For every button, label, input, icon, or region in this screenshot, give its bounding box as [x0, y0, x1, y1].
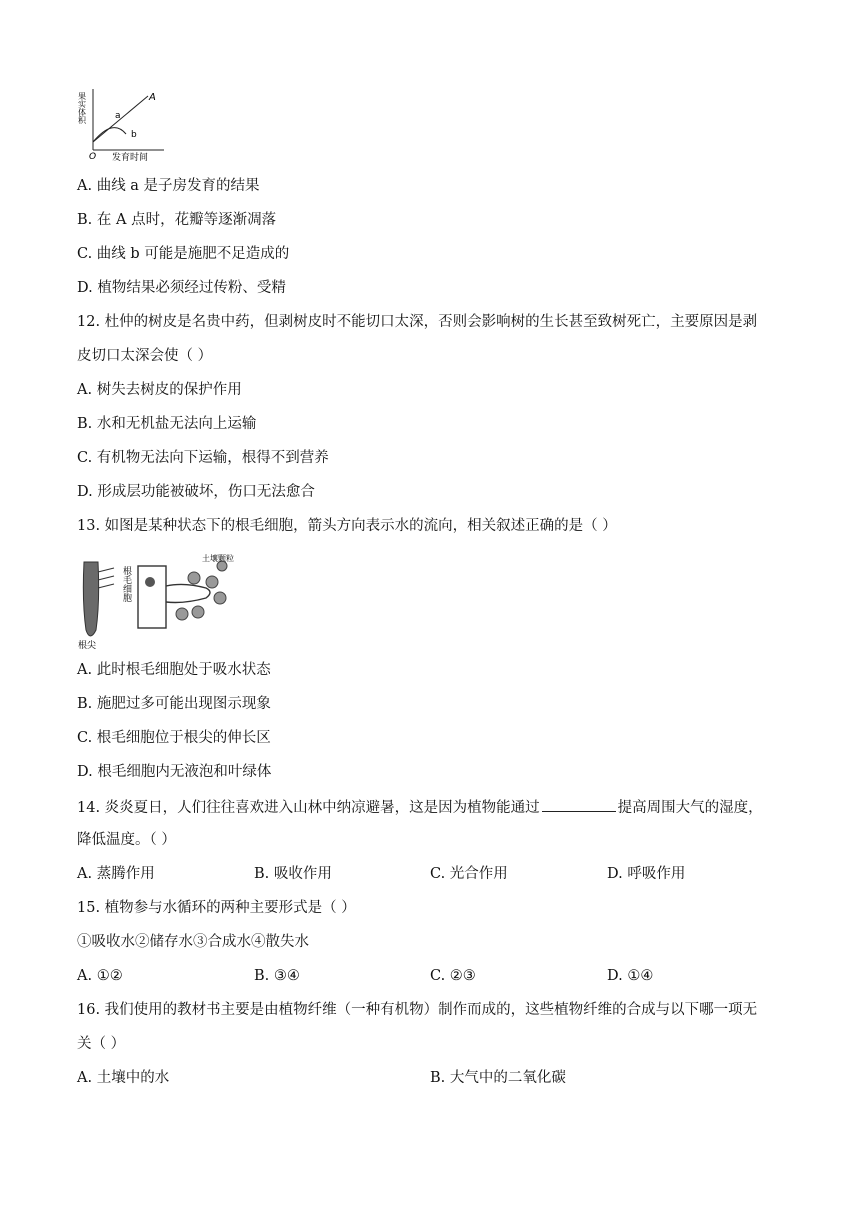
q12-stem-line2: 皮切口太深会使（ ） [77, 348, 213, 364]
soil-particle [176, 608, 188, 620]
q16-stem-line1: 16. 我们使用的教材书主要是由植物纤维（一种有机物）制作而成的，这些植物纤维的合成与以下哪一项无 [77, 1002, 758, 1018]
q16-stem-line2: 关（ ） [77, 1036, 126, 1052]
q14-option-d[interactable]: D. 呼吸作用 [607, 866, 686, 882]
nucleus [145, 577, 155, 587]
root-tip-shape [83, 562, 98, 636]
q12-stem-line1: 12. 杜仲的树皮是名贵中药，但剥树皮时不能切口太深，否则会影响树的生长甚至致树死亡，主要原因是剥 [77, 314, 758, 330]
root-hair-stroke [98, 568, 114, 572]
q14-stem-line2: 降低温度。（ ） [77, 832, 176, 848]
point-a-label: A [149, 92, 156, 103]
q11-option-b[interactable]: B. 在 A 点时，花瓣等逐渐凋落 [77, 212, 277, 228]
q12-option-d[interactable]: D. 形成层功能被破坏，伤口无法愈合 [77, 484, 315, 500]
q15-items: ①吸收水②储存水③合成水④散失水 [77, 934, 309, 950]
root-hair-cell-label: 根毛细胞 [121, 566, 131, 602]
q15-stem: 15. 植物参与水循环的两种主要形式是（ ） [77, 900, 356, 916]
root-hair-stroke [98, 576, 114, 580]
q13-stem: 13. 如图是某种状态下的根毛细胞，箭头方向表示水的流向，相关叙述正确的是（ ） [77, 518, 617, 534]
q12-option-a[interactable]: A. 树失去树皮的保护作用 [77, 382, 242, 398]
root-hair-stroke [98, 584, 114, 588]
q14-stem-part2: 提高周围大气的湿度， [617, 800, 763, 816]
q14-stem-part1: 14. 炎炎夏日，人们往往喜欢进入山林中纳凉避暑，这是因为植物能通过 [77, 800, 540, 816]
root-hair-extension [166, 584, 210, 602]
soil-particle [214, 592, 226, 604]
soil-particle-label: 土壤颗粒 [202, 554, 234, 563]
curve-b [93, 128, 126, 142]
q11-option-c[interactable]: C. 曲线 b 可能是施肥不足造成的 [77, 246, 290, 262]
q12-option-b[interactable]: B. 水和无机盐无法向上运输 [77, 416, 257, 432]
q15-option-a[interactable]: A. ①② [77, 968, 123, 984]
soil-particle [206, 576, 218, 588]
q15-option-c[interactable]: C. ②③ [430, 968, 476, 984]
curve-b-label: b [131, 130, 137, 140]
soil-particle [188, 572, 200, 584]
origin-label: O [89, 152, 97, 162]
q13-option-b[interactable]: B. 施肥过多可能出现图示现象 [77, 696, 271, 712]
q14-option-b[interactable]: B. 吸收作用 [254, 866, 332, 882]
root-tip-label: 根尖 [78, 641, 97, 651]
q14-stem-line1 [77, 797, 763, 818]
curve-a-label: a [115, 111, 121, 121]
q12-option-c[interactable]: C. 有机物无法向下运输，根得不到营养 [77, 450, 329, 466]
q13-option-c[interactable]: C. 根毛细胞位于根尖的伸长区 [77, 730, 271, 746]
q16-option-a[interactable]: A. 土壤中的水 [77, 1070, 170, 1086]
q14-answer-blank [542, 797, 616, 812]
q11-option-d[interactable]: D. 植物结果必须经过传粉、受精 [77, 280, 286, 296]
q16-option-b[interactable]: B. 大气中的二氧化碳 [430, 1070, 566, 1086]
q14-option-a[interactable]: A. 蒸腾作用 [77, 866, 155, 882]
q13-option-a[interactable]: A. 此时根毛细胞处于吸水状态 [77, 662, 271, 678]
root-hair-figure [74, 552, 254, 652]
q13-option-d[interactable]: D. 根毛细胞内无液泡和叶绿体 [77, 764, 272, 780]
soil-particle [192, 606, 204, 618]
q15-option-b[interactable]: B. ③④ [254, 968, 300, 984]
fruit-growth-figure [78, 84, 168, 164]
y-axis-label: 果实体积 [78, 92, 87, 124]
cell-outline [138, 566, 166, 628]
q15-option-d[interactable]: D. ①④ [607, 968, 654, 984]
q14-option-c[interactable]: C. 光合作用 [430, 866, 508, 882]
q11-option-a[interactable]: A. 曲线 a 是子房发育的结果 [77, 178, 260, 194]
x-axis-label: 发育时间 [112, 153, 149, 163]
